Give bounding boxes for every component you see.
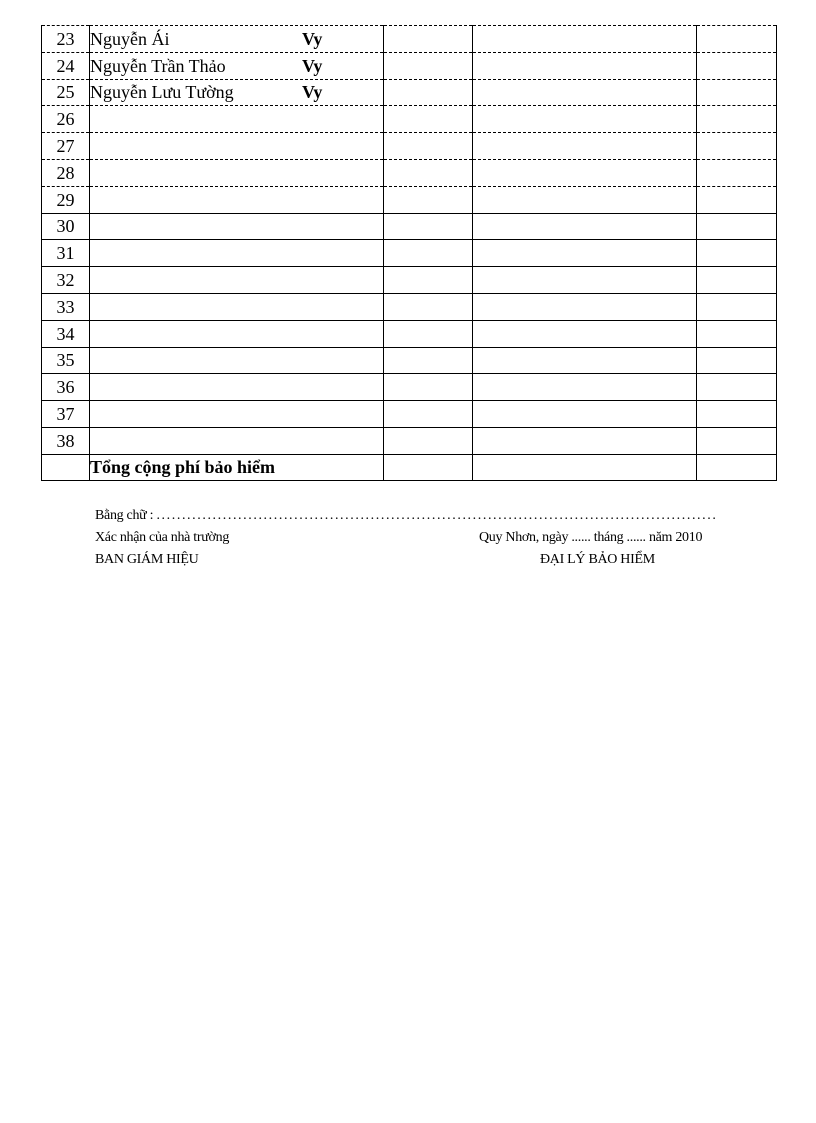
insurance-agent-signature-label: ĐẠI LÝ BẢO HIỂM xyxy=(540,552,655,567)
row-number: 37 xyxy=(42,401,90,428)
empty-cell-a xyxy=(384,347,473,374)
empty-cell-b xyxy=(473,267,697,294)
school-board-signature-label: BAN GIÁM HIỆU xyxy=(95,552,199,567)
empty-cell-c xyxy=(697,267,777,294)
amount-in-words-line xyxy=(95,508,717,524)
student-name-cell xyxy=(90,401,384,428)
empty-cell-c xyxy=(697,186,777,213)
row-number: 33 xyxy=(42,293,90,320)
row-number: 26 xyxy=(42,106,90,133)
student-name-cell xyxy=(90,240,384,267)
student-surname: Nguyễn Ái xyxy=(90,28,170,49)
empty-cell-c xyxy=(697,79,777,106)
empty-cell-b xyxy=(473,347,697,374)
empty-cell-a xyxy=(384,240,473,267)
student-surname: Nguyễn Lưu Tường xyxy=(90,82,234,103)
empty-cell-a xyxy=(384,374,473,401)
empty-cell-b xyxy=(473,240,697,267)
empty-cell-c xyxy=(697,159,777,186)
empty-cell-a xyxy=(384,26,473,53)
table-row xyxy=(42,79,777,106)
empty-cell-a xyxy=(384,213,473,240)
empty-cell-b xyxy=(473,186,697,213)
student-name-cell xyxy=(90,52,384,79)
empty-cell-b xyxy=(473,213,697,240)
empty-cell-c xyxy=(697,427,777,454)
empty-cell-b xyxy=(473,26,697,53)
empty-cell-b xyxy=(473,427,697,454)
table-row xyxy=(42,320,777,347)
empty-cell-b xyxy=(473,401,697,428)
student-surname: Nguyễn Trần Thảo xyxy=(90,55,226,76)
row-number: 34 xyxy=(42,320,90,347)
student-name-cell xyxy=(90,159,384,186)
table-row xyxy=(42,26,777,53)
student-name-cell xyxy=(90,106,384,133)
row-number: 35 xyxy=(42,347,90,374)
amount-in-words-blank: .............................................................................................................. xyxy=(156,508,718,523)
student-name-cell xyxy=(90,79,384,106)
table-row xyxy=(42,347,777,374)
student-name-cell xyxy=(90,347,384,374)
student-name-cell xyxy=(90,26,384,53)
empty-cell-a xyxy=(384,52,473,79)
empty-cell-a xyxy=(384,267,473,294)
student-name-cell xyxy=(90,133,384,160)
row-number: 27 xyxy=(42,133,90,160)
empty-cell-c xyxy=(697,320,777,347)
empty-cell-a xyxy=(384,106,473,133)
empty-cell-a xyxy=(384,159,473,186)
total-row xyxy=(42,454,777,480)
empty-cell-a xyxy=(384,293,473,320)
empty-cell-b xyxy=(473,374,697,401)
roster-body xyxy=(42,26,777,481)
student-name-cell xyxy=(90,186,384,213)
empty-cell-b xyxy=(473,79,697,106)
table-row xyxy=(42,159,777,186)
empty-cell-c xyxy=(697,26,777,53)
empty-cell-c xyxy=(697,240,777,267)
row-number: 28 xyxy=(42,159,90,186)
empty-cell-a xyxy=(384,186,473,213)
total-premium-label: Tổng cộng phí bảo hiểm xyxy=(90,454,384,480)
student-name-cell xyxy=(90,213,384,240)
empty-cell-b xyxy=(473,159,697,186)
empty-cell-c xyxy=(697,213,777,240)
table-row xyxy=(42,427,777,454)
student-given-name: Vy xyxy=(302,55,323,76)
row-number: 23 xyxy=(42,26,90,53)
empty-cell-a xyxy=(384,79,473,106)
table-row xyxy=(42,133,777,160)
student-name-cell xyxy=(90,427,384,454)
table-row xyxy=(42,186,777,213)
empty-cell-a xyxy=(384,133,473,160)
empty-cell-a xyxy=(384,320,473,347)
insurance-roster-table xyxy=(41,25,777,481)
empty-cell-c xyxy=(697,106,777,133)
empty-cell-b xyxy=(473,320,697,347)
row-number: 32 xyxy=(42,267,90,294)
row-number: 29 xyxy=(42,186,90,213)
table-row xyxy=(42,240,777,267)
row-number: 36 xyxy=(42,374,90,401)
table-row xyxy=(42,267,777,294)
student-name-cell xyxy=(90,374,384,401)
table-row xyxy=(42,293,777,320)
total-row-number-cell xyxy=(42,454,90,480)
empty-cell-c xyxy=(697,401,777,428)
total-cell-a xyxy=(384,454,473,480)
empty-cell-c xyxy=(697,52,777,79)
student-given-name: Vy xyxy=(302,28,323,49)
table-row xyxy=(42,401,777,428)
empty-cell-c xyxy=(697,347,777,374)
student-given-name: Vy xyxy=(302,82,323,103)
empty-cell-c xyxy=(697,293,777,320)
student-name-cell xyxy=(90,293,384,320)
row-number: 31 xyxy=(42,240,90,267)
place-date-line: Quy Nhơn, ngày ...... tháng ...... năm 2010 xyxy=(479,530,703,545)
student-name-cell xyxy=(90,320,384,347)
empty-cell-b xyxy=(473,52,697,79)
table-row xyxy=(42,106,777,133)
school-confirmation-label: Xác nhận của nhà trường xyxy=(95,530,230,545)
empty-cell-a xyxy=(384,401,473,428)
empty-cell-b xyxy=(473,293,697,320)
row-number: 24 xyxy=(42,52,90,79)
student-name-cell xyxy=(90,267,384,294)
total-cell-c xyxy=(697,454,777,480)
row-number: 38 xyxy=(42,427,90,454)
row-number: 25 xyxy=(42,79,90,106)
amount-in-words-label: Bằng chữ : xyxy=(95,508,154,523)
empty-cell-c xyxy=(697,133,777,160)
table-row xyxy=(42,52,777,79)
row-number: 30 xyxy=(42,213,90,240)
table-row xyxy=(42,374,777,401)
table-row xyxy=(42,213,777,240)
empty-cell-a xyxy=(384,427,473,454)
empty-cell-b xyxy=(473,106,697,133)
empty-cell-b xyxy=(473,133,697,160)
total-cell-b xyxy=(473,454,697,480)
empty-cell-c xyxy=(697,374,777,401)
